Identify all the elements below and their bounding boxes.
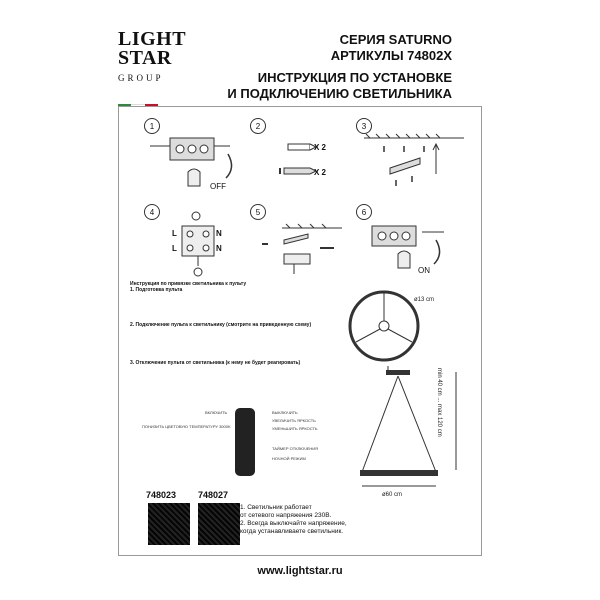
step-number: 2 xyxy=(250,118,266,134)
section-2-heading: 2. Подключение пульта к светильнику (смотрите на приведенную схему) xyxy=(130,322,312,329)
remote-label-on: ВКЛЮЧИТЬ xyxy=(205,410,228,415)
live-label-lower: L xyxy=(172,244,177,253)
step-3 xyxy=(360,121,468,212)
note-1b: от сетевого напряжения 230В. xyxy=(240,512,332,519)
section-1-body xyxy=(130,293,360,323)
dowel-count: X 2 xyxy=(314,168,327,177)
note-2b: когда устанавливаете светильник. xyxy=(240,528,344,535)
remote-label-more: УВЕЛИЧИТЬ ЯРКОСТЬ xyxy=(272,418,316,423)
step-number: 6 xyxy=(356,204,372,220)
series-name: СЕРИЯ SATURNO xyxy=(339,32,452,47)
remote-pairing-instructions xyxy=(130,282,360,366)
remote-label-less: УМЕНЬШИТЬ ЯРКОСТЬ xyxy=(272,426,318,431)
remote-label-warm: ПОНИЗИТЬ ЦВЕТОВУЮ ТЕМПЕРАТУРУ 3000K xyxy=(142,424,231,429)
title-line1: ИНСТРУКЦИЯ ПО УСТАНОВКЕ xyxy=(257,70,452,85)
off-label: OFF xyxy=(210,182,226,191)
screws-and-dowels-illustration xyxy=(254,124,362,212)
article-code-1: 748023 xyxy=(146,490,177,500)
brand-logo xyxy=(118,30,188,88)
remote-control-illustration xyxy=(235,408,255,476)
safety-notes xyxy=(240,504,420,536)
lamp-diameter-label: ø60 cm xyxy=(382,492,403,498)
neutral-label: N xyxy=(216,229,222,238)
remote-label-night: НОЧНОЙ РЕЖИМ xyxy=(272,456,306,461)
instruction-title xyxy=(227,70,452,102)
canopy-diameter-label: ø13 cm xyxy=(414,297,435,303)
bracket-mounting-illustration xyxy=(360,124,468,212)
screw-count: X 2 xyxy=(314,143,327,152)
note-2a: 2. Всегда выключайте напряжение, xyxy=(240,520,347,527)
section-3-heading: 3. Отключение пульта от светильника (к нему не будет реагировать) xyxy=(130,359,301,366)
logo-line3: GROUP xyxy=(118,73,164,83)
section-1-heading: 1. Подготовка пульта xyxy=(130,286,183,293)
step-number: 4 xyxy=(144,204,160,220)
remote-label-off: ВЫКЛЮЧИТЬ xyxy=(272,410,298,415)
note-1a: 1. Светильник работает xyxy=(240,504,312,511)
series-header xyxy=(331,32,452,64)
terminal-block-illustration xyxy=(148,124,256,212)
neutral-label-lower: N xyxy=(216,244,222,253)
instructions-heading: Инструкция по привязке светильника к пульту xyxy=(130,281,247,287)
step-number: 1 xyxy=(144,118,160,134)
on-label: ON xyxy=(418,266,430,275)
qr-code-2[interactable] xyxy=(198,503,240,545)
step-number: 3 xyxy=(356,118,372,134)
step-number: 5 xyxy=(250,204,266,220)
article-code-2: 748027 xyxy=(198,490,229,500)
height-range-label: min 40 cm ... max 120 cm xyxy=(436,368,442,437)
logo-line2: STAR xyxy=(118,47,172,69)
step-2 xyxy=(254,121,362,212)
article-range: АРТИКУЛЫ 74802X xyxy=(330,48,452,63)
qr-code-1[interactable] xyxy=(148,503,190,545)
title-line2: И ПОДКЛЮЧЕНИЮ СВЕТИЛЬНИКА xyxy=(227,86,452,101)
lamp-dimension-drawing xyxy=(340,282,470,512)
step-1 xyxy=(148,121,256,212)
section-2-body xyxy=(130,329,360,361)
live-label: L xyxy=(172,229,177,238)
remote-label-timer: ТАЙМЕР ОТКЛЮЧЕНИЯ xyxy=(272,446,319,451)
logo-line1: LIGHT xyxy=(118,28,187,50)
website-url[interactable]: www.lightstar.ru xyxy=(257,565,343,577)
